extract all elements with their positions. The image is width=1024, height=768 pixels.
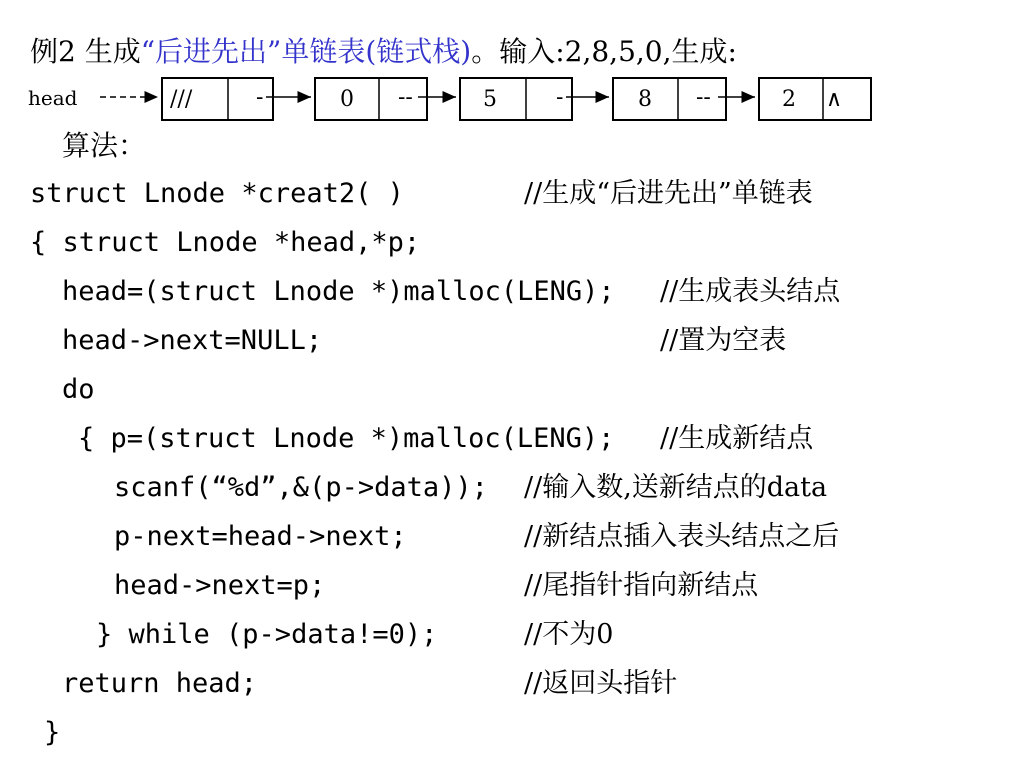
code-text: head->next=NULL; (62, 325, 323, 356)
code-line (62, 274, 841, 310)
code-line (114, 470, 828, 506)
node-link: -- (398, 85, 413, 110)
code-text: { p=(struct Lnode *)malloc(LENG); (78, 423, 615, 454)
code-text: { struct Lnode *head,*p; (30, 227, 421, 258)
code-comment: //尾指针指向新结点 (524, 570, 759, 601)
algorithm-label: 算法： (62, 129, 147, 162)
code-text: head=(struct Lnode *)malloc(LENG); (62, 276, 615, 307)
code-text: do (62, 374, 95, 405)
title-suffix: 。输入:2,8,5,0,生成: (471, 35, 737, 68)
code-comment: //不为0 (524, 619, 614, 650)
title-prefix: 例2 生成 (30, 35, 141, 68)
code-line (44, 715, 60, 751)
node-2 (759, 78, 871, 120)
code-text: struct Lnode *creat2( ) (30, 178, 404, 209)
code-comment: //生成“后进先出”单链表 (524, 178, 813, 209)
node-0 (315, 78, 427, 120)
code-comment: //生成新结点 (660, 423, 814, 454)
code-comment: //生成表头结点 (660, 276, 841, 307)
code-text: } while (p->data!=0); (96, 619, 438, 650)
code-line (114, 568, 759, 604)
node-link: - (556, 85, 564, 110)
node-link: - (256, 85, 264, 110)
code-text: head->next=p; (114, 570, 326, 601)
node-data: 5 (483, 87, 497, 112)
code-line (30, 176, 813, 212)
code-line (62, 372, 95, 408)
code-comment: //新结点插入表头结点之后 (524, 521, 840, 552)
code-text: p-next=head->next; (114, 521, 407, 552)
null-pointer-symbol: ∧ (826, 87, 843, 112)
code-line (78, 421, 814, 457)
node-data: 8 (638, 87, 652, 112)
code-line (114, 519, 840, 555)
node-data: 2 (782, 87, 796, 112)
slide-title (30, 32, 737, 72)
code-comment: //置为空表 (660, 325, 787, 356)
node-header (162, 78, 273, 120)
code-line (30, 225, 420, 261)
code-text: return head; (62, 668, 258, 699)
code-comment: //返回头指针 (524, 668, 678, 699)
head-label: head (28, 86, 78, 110)
node-data: 0 (340, 87, 354, 112)
title-highlight: “后进先出”单链表(链式栈) (140, 35, 472, 68)
code-comment: //输入数,送新结点的data (524, 472, 828, 503)
code-line (96, 617, 614, 653)
node-8 (613, 78, 726, 120)
code-line (62, 666, 678, 702)
node-5 (460, 78, 572, 120)
node-data: /// (170, 87, 193, 112)
code-line (62, 323, 787, 359)
code-text: scanf(“%d”,&(p->data)); (114, 472, 488, 503)
code-text: } (44, 717, 61, 748)
node-link: -- (696, 85, 711, 110)
